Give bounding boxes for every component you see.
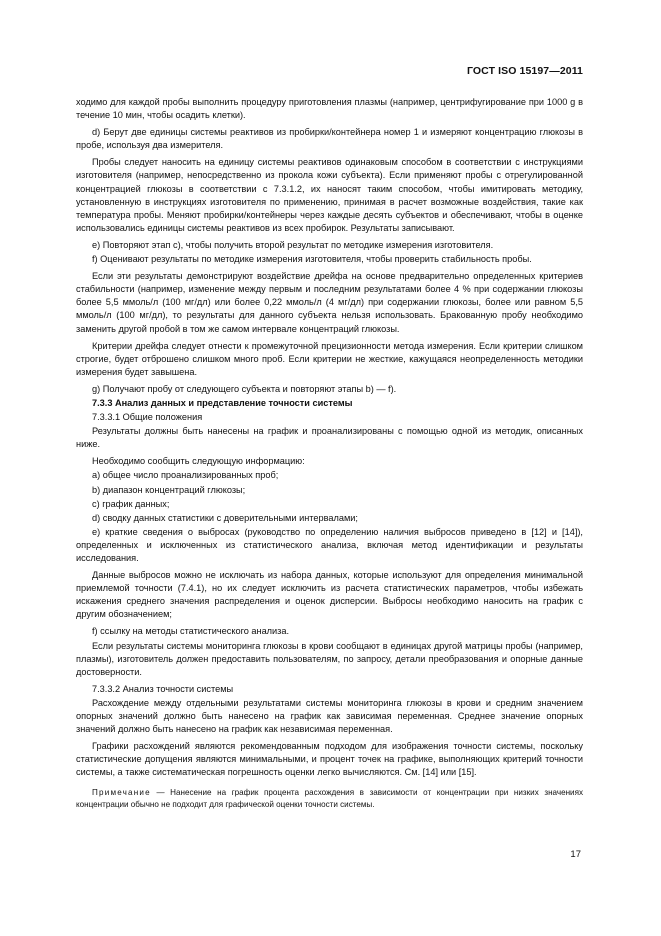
section-heading-7-3-3: 7.3.3 Анализ данных и представление точности системы	[92, 397, 353, 408]
body-text	[76, 96, 583, 815]
page-number: 17	[570, 849, 581, 860]
list-item-a: a) общее число проанализированных проб;	[92, 470, 279, 481]
step-d: d) Берут две единицы системы реактивов из пробирки/контейнера номер 1 и измеряют концентрацию глюкозы в пробе, используя два измерителя.	[76, 127, 583, 151]
list-item-b: b) диапазон концентраций глюкозы;	[92, 484, 246, 495]
step-f: f) Оценивают результаты по методике измерения изготовителя, чтобы проверить стабильность пробы.	[92, 254, 532, 265]
paragraph-difference-graphs: Графики расхождений являются рекомендованным подходом для изображения точности системы, поскольку статистические допущения являются минимальными, и процент точек на графике, выполняющих критерий точности системы, а также систематическая погрешность оценки легко вычисляются. См. [14] или [15].	[76, 741, 583, 778]
step-g: g) Получают пробу от следующего субъекта и повторяют этапы b) — f).	[92, 383, 397, 394]
paragraph-sample-application: Пробы следует наносить на единицу системы реактивов одинаковым способом в соответствии с инструкциями изготовителя (например, непосредственно из прокола кожи субъекта). Если применяют пробы с отрегулированной концентрацией глюкозы в соответствии с 7.3.1.2, их наносят таким способом, чтобы имитировать методику, установленную в инструкциях изготовителя по применению, принимая в расчет возможные воздействия, такие как температура пробы. Меняют пробирки/контейнеры через каждые десять субъектов и обеспечивают, чтобы в оценке использовались единицы системы реактивов из всех пробирок. Результаты записывают.	[76, 157, 583, 233]
paragraph-matrix-units: Если результаты системы мониторинга глюкозы в крови сообщают в единицах другой матрицы пробы (например, плазмы), изготовитель должен предоставить пользователям, по запросу, детали преобразования и опорные данные достоверности.	[76, 640, 583, 677]
list-item-e: e) краткие сведения о выбросах (руководство по определению наличия выбросов приведено в [12] и [14]), определенных и исключенных из статистического анализа, включая метод идентификации и результаты исследования.	[76, 526, 583, 563]
paragraph-drift-criteria: Критерии дрейфа следует отнести к промежуточной прецизионности метода измерения. Если критерии слишком строгие, будет отброшено слишком много проб. Если критерии не жесткие, кажущаяся неопределенность методики измерения будет завышена.	[76, 340, 583, 377]
paragraph-plasma-prep: ходимо для каждой пробы выполнить процедуру приготовления плазмы (например, центрифугирование при 1000 g в течение 10 мин, чтобы осадить клетки).	[76, 97, 583, 121]
subsection-heading-7-3-3-2: 7.3.3.2 Анализ точности системы	[92, 683, 234, 694]
list-item-c: c) график данных;	[92, 498, 170, 509]
list-item-d: d) сводку данных статистики с доверительными интервалами;	[92, 512, 358, 523]
note-label: Примечание	[92, 787, 151, 797]
paragraph-difference-plot: Расхождение между отдельными результатами системы мониторинга глюкозы в крови и средним значением опорных значений должно быть нанесено на график как зависимая переменная. Среднее значение опорных значений должно быть нанесено на график как независимая переменная.	[76, 697, 583, 735]
list-item-f: f) ссылку на методы статистического анализа.	[92, 626, 290, 637]
paragraph-drift-results: Если эти результаты демонстрируют воздействие дрейфа на основе предварительно определенных критериев стабильности (например, изменение между первым и последним результатами более 4 % при содержании глюкозы более 5,5 ммоль/л (100 мг/дл) или более 0,22 ммоль/л (4 мг/дл) при содержании глюкозы, более или равном 5,5 ммоль/л (100 мг/дл), то результаты для данного субъекта нельзя использовать. Бракованную пробу необходимо заменить другой пробой в том же самом интервале концентраций глюкозы.	[76, 271, 583, 334]
paragraph-results-plotting: Результаты должны быть нанесены на график и проанализированы с помощью одной из методик, описанных ниже.	[76, 426, 583, 450]
paragraph-outliers: Данные выбросов можно не исключать из набора данных, которые используют для определения минимальной приемлемой точности (7.4.1), но их следует исключить из расчета статистических параметров, чтобы избежать искажения среднего значения распределения и оценок дисперсии. Выбросы необходимо наносить на график с другим обозначением;	[76, 570, 583, 620]
paragraph-info-required: Необходимо сообщить следующую информацию:	[92, 456, 305, 467]
note-text: — Нанесение на график процента расхождения в зависимости от концентрации при низких значениях концентрации обычно не подходит для графической оценки точности системы.	[76, 787, 583, 809]
standard-header: ГОСТ ISO 15197—2011	[466, 65, 583, 77]
note	[76, 787, 583, 811]
subsection-heading-7-3-3-1: 7.3.3.1 Общие положения	[92, 412, 203, 423]
step-e: e) Повторяют этап c), чтобы получить второй результат по методике измерения изготовителя.	[92, 239, 494, 250]
